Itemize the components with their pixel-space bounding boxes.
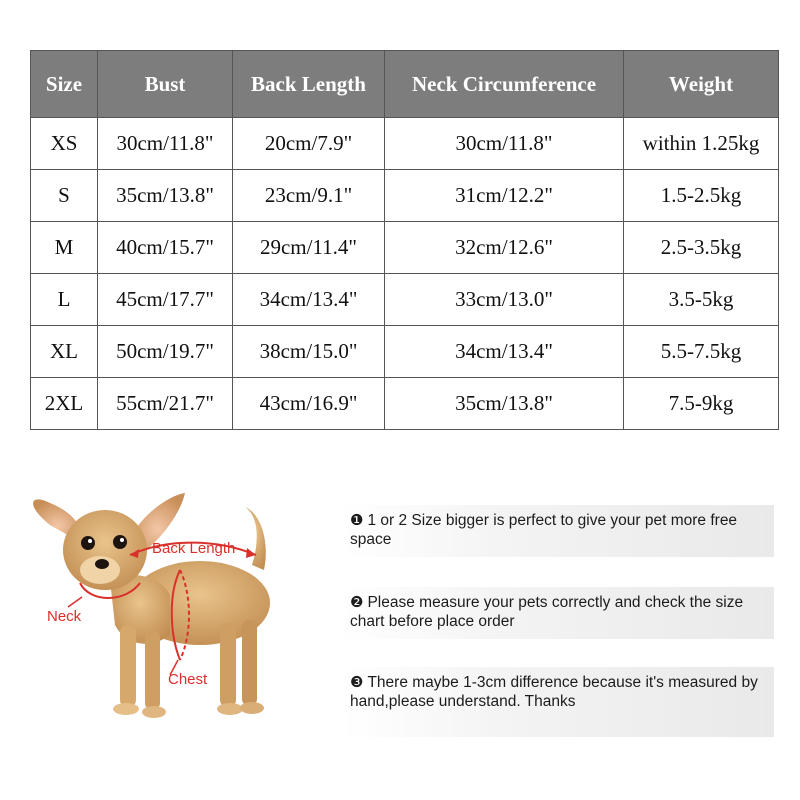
header-weight: Weight bbox=[624, 51, 779, 118]
note-measurement-difference bbox=[342, 667, 774, 737]
cell-neck: 34cm/13.4" bbox=[385, 326, 624, 378]
header-back-length: Back Length bbox=[233, 51, 385, 118]
cell-weight: 7.5-9kg bbox=[624, 378, 779, 430]
cell-bust: 55cm/21.7" bbox=[98, 378, 233, 430]
cell-neck: 35cm/13.8" bbox=[385, 378, 624, 430]
header-size: Size bbox=[31, 51, 98, 118]
chest-label: Chest bbox=[168, 671, 208, 688]
cell-back-length: 43cm/16.9" bbox=[233, 378, 385, 430]
back-length-label: Back Length bbox=[152, 540, 236, 557]
cell-weight: 2.5-3.5kg bbox=[624, 222, 779, 274]
note-text: There maybe 1-3cm difference because it's measured by hand,please understand. Thanks bbox=[350, 674, 758, 710]
cell-size: S bbox=[31, 170, 98, 222]
cell-size: 2XL bbox=[31, 378, 98, 430]
cell-back-length: 23cm/9.1" bbox=[233, 170, 385, 222]
size-chart-table bbox=[30, 50, 779, 430]
neck-label: Neck bbox=[47, 608, 82, 625]
table-header-row bbox=[31, 51, 779, 118]
table-row bbox=[31, 378, 779, 430]
number-one-icon: ❶ bbox=[350, 512, 364, 529]
note-text: Please measure your pets correctly and check the size chart before place order bbox=[350, 594, 744, 630]
cell-size: M bbox=[31, 222, 98, 274]
cell-size: XL bbox=[31, 326, 98, 378]
note-size-bigger bbox=[342, 505, 774, 557]
cell-back-length: 29cm/11.4" bbox=[233, 222, 385, 274]
cell-neck: 33cm/13.0" bbox=[385, 274, 624, 326]
cell-back-length: 34cm/13.4" bbox=[233, 274, 385, 326]
dog-eye bbox=[81, 536, 95, 550]
table-row bbox=[31, 170, 779, 222]
dog-tail bbox=[245, 507, 266, 570]
number-two-icon: ❷ bbox=[350, 594, 364, 611]
dog-measurement-figure bbox=[20, 485, 320, 735]
cell-neck: 31cm/12.2" bbox=[385, 170, 624, 222]
header-bust: Bust bbox=[98, 51, 233, 118]
note-text: 1 or 2 Size bigger is perfect to give your pet more free space bbox=[350, 512, 738, 548]
table-row bbox=[31, 222, 779, 274]
cell-back-length: 20cm/7.9" bbox=[233, 118, 385, 170]
table-row bbox=[31, 118, 779, 170]
cell-weight: 5.5-7.5kg bbox=[624, 326, 779, 378]
cell-neck: 30cm/11.8" bbox=[385, 118, 624, 170]
dog-eye bbox=[113, 535, 127, 549]
cell-size: XS bbox=[31, 118, 98, 170]
cell-weight: within 1.25kg bbox=[624, 118, 779, 170]
dog-nose bbox=[95, 559, 109, 569]
cell-size: L bbox=[31, 274, 98, 326]
note-measure-correctly bbox=[342, 587, 774, 639]
cell-neck: 32cm/12.6" bbox=[385, 222, 624, 274]
table-row bbox=[31, 274, 779, 326]
cell-bust: 50cm/19.7" bbox=[98, 326, 233, 378]
cell-bust: 35cm/13.8" bbox=[98, 170, 233, 222]
cell-weight: 1.5-2.5kg bbox=[624, 170, 779, 222]
cell-bust: 45cm/17.7" bbox=[98, 274, 233, 326]
number-three-icon: ❸ bbox=[350, 674, 364, 691]
header-neck-circumference: Neck Circumference bbox=[385, 51, 624, 118]
cell-weight: 3.5-5kg bbox=[624, 274, 779, 326]
table-row bbox=[31, 326, 779, 378]
cell-bust: 30cm/11.8" bbox=[98, 118, 233, 170]
cell-back-length: 38cm/15.0" bbox=[233, 326, 385, 378]
cell-bust: 40cm/15.7" bbox=[98, 222, 233, 274]
